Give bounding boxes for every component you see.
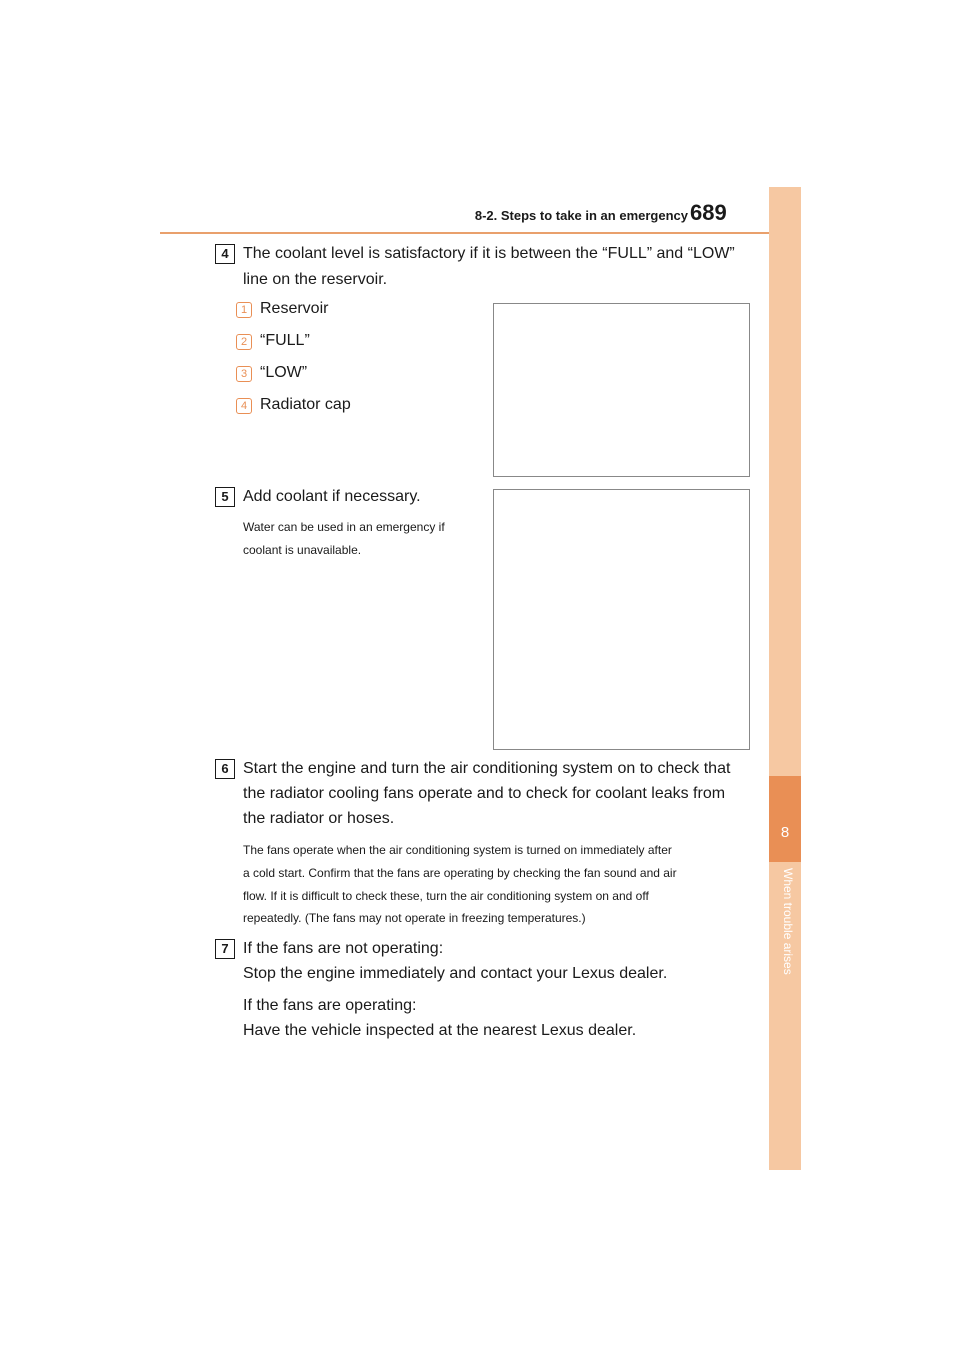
add-coolant-illustration (493, 489, 750, 750)
step-4-text-line1: The coolant level is satisfactory if it is between the “FULL” and “LOW” (243, 245, 735, 262)
legend-marker-1: 1 (236, 302, 252, 318)
step-4-text-line2: line on the reservoir. (243, 271, 388, 288)
step-6-note-line3: flow. If it is difficult to check these, turn the air conditioning system on and off (243, 889, 649, 903)
step-6-note-line1: The fans operate when the air conditioning system is turned on immediately after (243, 843, 672, 857)
step-badge-7: 7 (215, 939, 235, 959)
step-6-note-line2: a cold start. Confirm that the fans are operating by checking the fan sound and air (243, 866, 677, 880)
chapter-number: 8 (780, 824, 790, 841)
legend-label-reservoir: Reservoir (260, 300, 329, 317)
section-title: 8-2. Steps to take in an emergency (474, 208, 688, 223)
step-6-text-line1: Start the engine and turn the air conditioning system on to check that (243, 760, 731, 777)
legend-marker-2: 2 (236, 334, 252, 350)
step-6-text-line2: the radiator cooling fans operate and to check for coolant leaks from (243, 785, 726, 802)
step-badge-4: 4 (215, 244, 235, 264)
step-7-line2: Stop the engine immediately and contact your Lexus dealer. (243, 965, 668, 982)
page-number: 689 (690, 200, 727, 225)
chapter-title: When trouble arises (781, 868, 795, 975)
legend-label-radiator-cap: Radiator cap (260, 396, 351, 413)
coolant-reservoir-illustration (493, 303, 750, 477)
legend-label-low: “LOW” (260, 364, 308, 381)
legend-marker-4: 4 (236, 398, 252, 414)
legend-label-full: “FULL” (260, 332, 310, 349)
step-6-text-line3: the radiator or hoses. (243, 810, 395, 827)
chapter-tab-highlight (769, 776, 801, 862)
step-7-line3: If the fans are operating: (243, 997, 417, 1014)
step-5-note-line1: Water can be used in an emergency if (243, 520, 445, 534)
chapter-side-tab (769, 187, 801, 1170)
step-5-note-line2: coolant is unavailable. (243, 543, 362, 557)
step-badge-6: 6 (215, 759, 235, 779)
step-6-note-line4: repeatedly. (The fans may not operate in freezing temperatures.) (243, 911, 586, 925)
step-badge-5: 5 (215, 487, 235, 507)
legend-marker-3: 3 (236, 366, 252, 382)
step-7-line4: Have the vehicle inspected at the nearest Lexus dealer. (243, 1022, 637, 1039)
step-7-line1: If the fans are not operating: (243, 940, 444, 957)
header-divider (160, 232, 800, 234)
step-5-text: Add coolant if necessary. (243, 488, 421, 505)
